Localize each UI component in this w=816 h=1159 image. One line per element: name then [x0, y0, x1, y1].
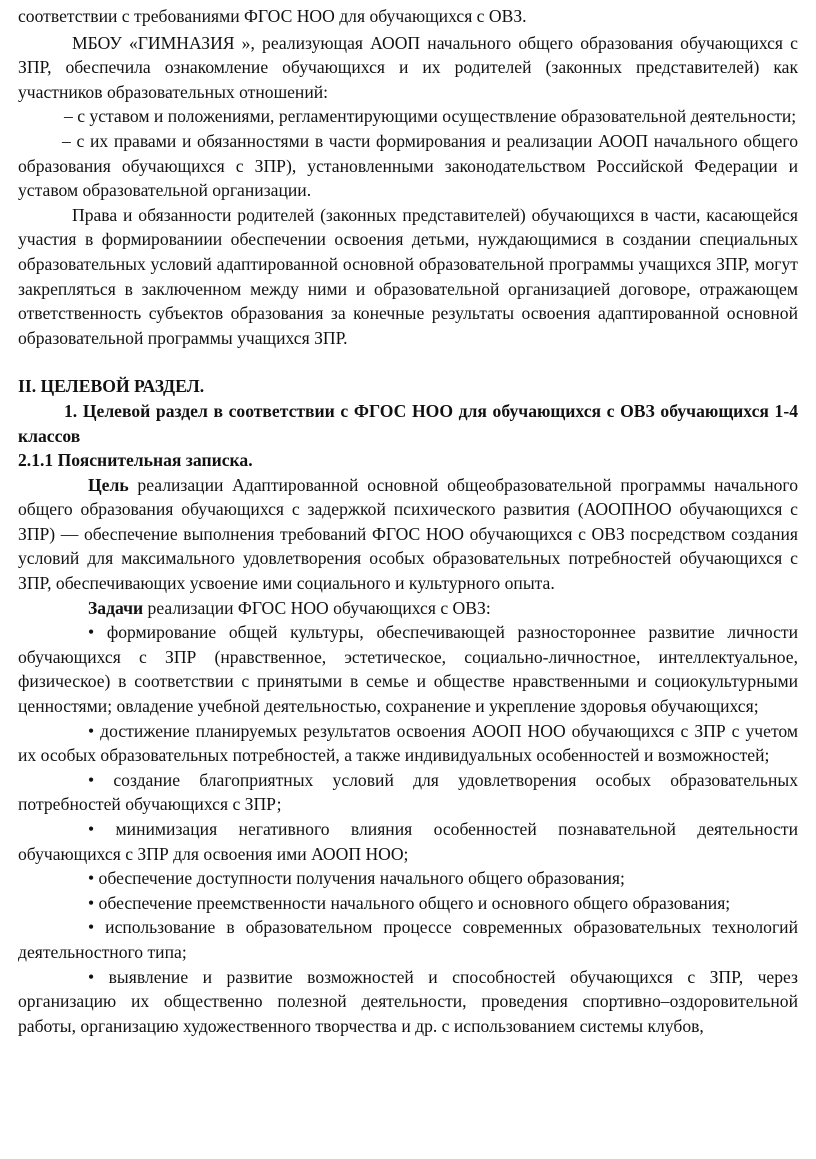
task-item: • достижение планируемых результатов освоения АООП НОО обучающихся с ЗПР с учетом их особых образовательных потребностей, а также индивидуальных особенностей и возможностей; [18, 720, 798, 766]
tasks-lead: Задачи [88, 597, 144, 618]
paragraph-goal [18, 473, 798, 596]
paragraph-tasks-lead [18, 596, 798, 621]
task-item: • формирование общей культуры, обеспечивающей разностороннее развитие личности обучающихся с ЗПР (нравственное, эстетическое, социально-личностное, интеллектуальное, физическое) в соответствии с принятыми в семье и обществе нравственными и социокультурными ценностями; овладение учебной деятельностью, сохранение и укрепление здоровья обучающихся; [18, 622, 798, 717]
paragraph-parents-rights: Права и обязанности родителей (законных представителей) обучающихся в части, касающейся участия в формированиии обеспечении освоения детьми, нуждающимися в создании специальных образовательных условий адаптированной основной образовательной программы учащихся ЗПР, могут закрепляться в заключенном между ними и образовательной организацией договоре, отражающем ответственность субъектов образования за конечные результаты освоения адаптированной основной образовательной программы учащихся ЗПР. [18, 204, 798, 348]
task-item: • минимизация негативного влияния особенностей познавательной деятельности обучающихся с ЗПР для освоения ими АООП НОО; [18, 819, 798, 864]
document-page [18, 4, 798, 1038]
paragraph-gymnasium-intro: МБОУ «ГИМНАЗИЯ », реализующая АООП начального общего образования обучающихся с ЗПР, обеспечила ознакомление обучающихся и их родителей (законных представителей) как участников образовательных отношений: [18, 32, 798, 102]
subsubsection-heading: 2.1.1 Пояснительная записка. [18, 450, 253, 471]
task-item: • обеспечение доступности получения начального общего образования; [88, 868, 625, 889]
subsection-heading: 1. Целевой раздел в соответствии с ФГОС НОО для обучающихся с ОВЗ обучающихся 1-4 классов [18, 400, 798, 446]
goal-lead: Цель [88, 474, 129, 495]
paragraph-fgos-continuation: соответствии с требованиями ФГОС НОО для обучающихся с ОВЗ. [18, 6, 527, 26]
task-item: • использование в образовательном процессе современных образовательных технологий деятельностного типа; [18, 917, 798, 962]
task-item: • обеспечение преемственности начального общего и основного общего образования; [88, 892, 731, 913]
section-heading: II. ЦЕЛЕВОЙ РАЗДЕЛ. [18, 376, 205, 397]
tasks-text: реализации ФГОС НОО обучающихся с ОВЗ: [143, 597, 491, 618]
task-item: • выявление и развитие возможностей и способностей обучающихся с ЗПР, через организацию их общественно полезной деятельности, проведения спортивно–оздоровительной работы, организацию художественного творчества и др. с использованием системы клубов, [18, 966, 798, 1036]
list-item-rights: – с их правами и обязанностями в части формирования и реализации АООП начального общего образования обучающихся с ЗПР), установленными законодательством Российской Федерации и уставом образовательной организации. [18, 130, 798, 201]
list-item-charter: – с уставом и положениями, регламентирующими осуществление образовательной деятельности; [64, 106, 797, 127]
goal-text: реализации Адаптированной основной общеобразовательной программы начального общего образования обучающихся с задержкой психического развития (АООПНОО обучающихся с ЗПР) — обеспечение выполнения требований ФГОС НОО обучающихся с ОВЗ посредством создания условий для максимального удовлетворения особых образовательных потребностей обучающихся с ЗПР, обеспечивающих усвоение ими социального и культурного опыта. [18, 474, 798, 594]
task-item: • создание благоприятных условий для удовлетворения особых образовательных потребностей обучающихся с ЗПР; [18, 769, 798, 815]
